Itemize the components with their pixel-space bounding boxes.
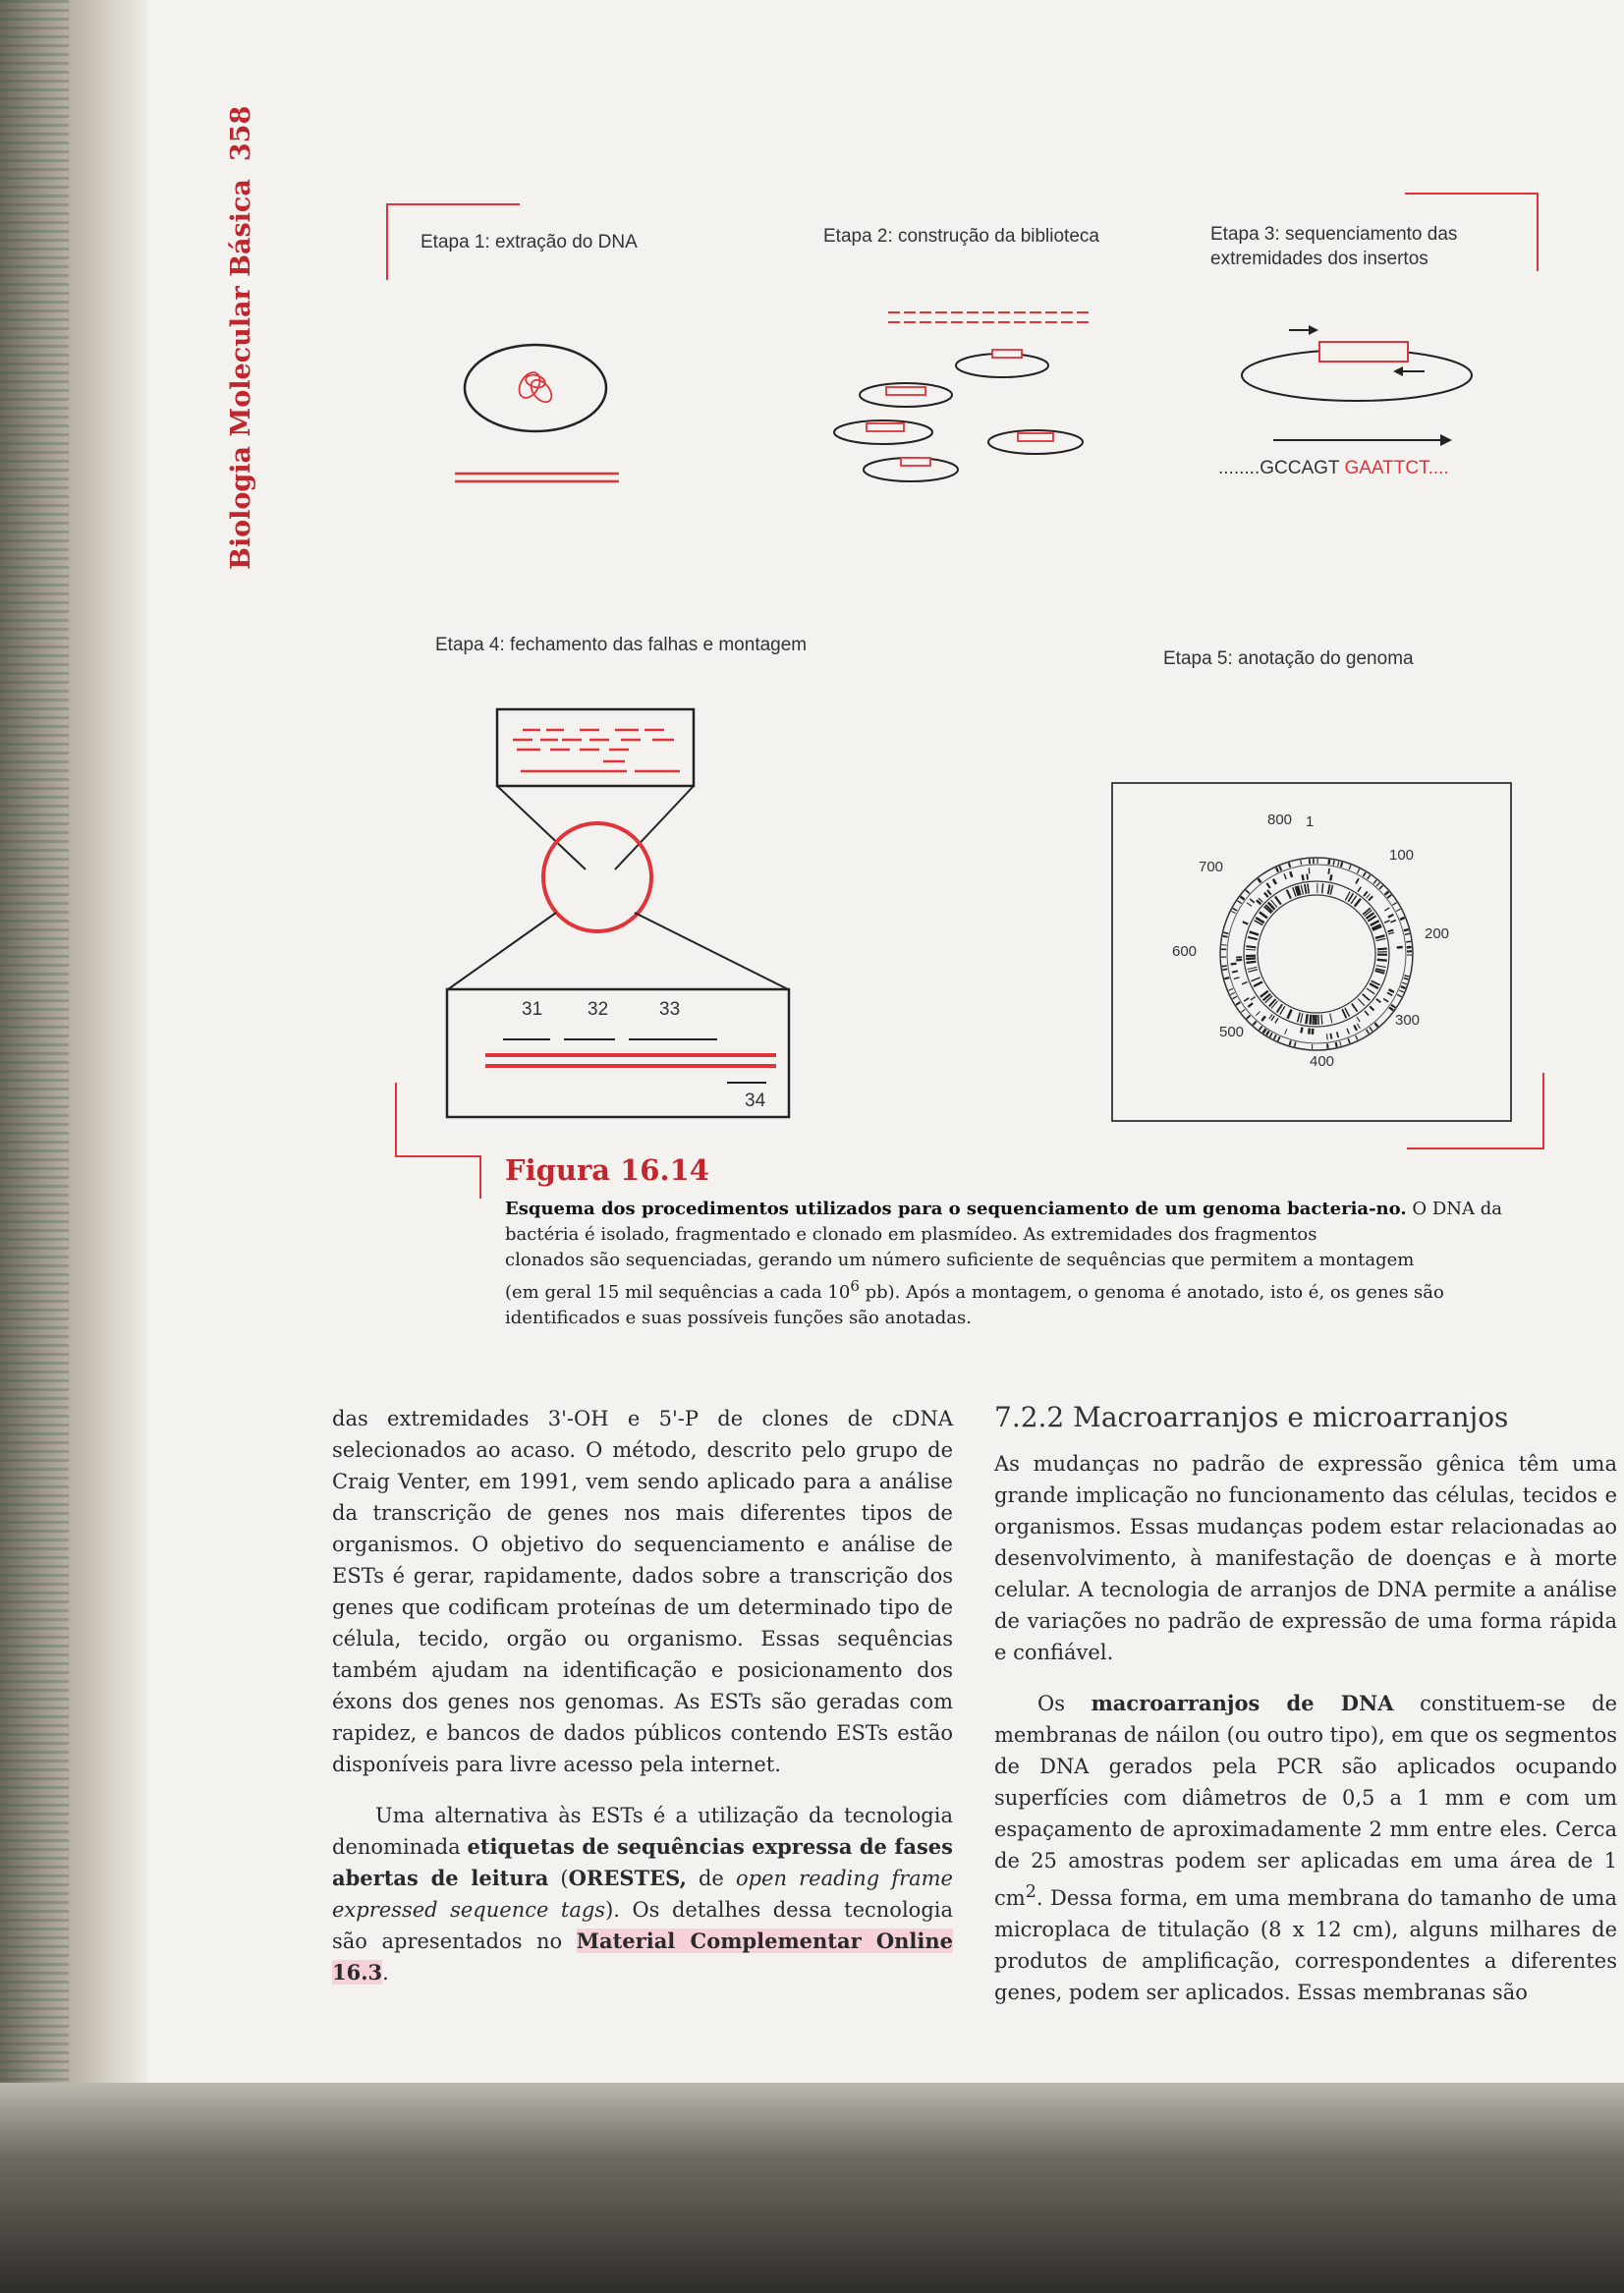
gene-tick bbox=[1340, 1041, 1341, 1046]
gene-tick bbox=[1397, 994, 1401, 996]
caption-line-3a: (em geral 15 mil sequências a cada 10 bbox=[505, 1282, 851, 1303]
gene-tick bbox=[1385, 892, 1389, 895]
gene-tick bbox=[1228, 988, 1233, 990]
map-label-1: 1 bbox=[1306, 813, 1315, 830]
contig-label-33: 33 bbox=[659, 999, 681, 1020]
gene-tick bbox=[1357, 1024, 1360, 1029]
gene-tick bbox=[1379, 885, 1382, 889]
page-number: 358 bbox=[226, 105, 256, 162]
gene-tick bbox=[1336, 1042, 1337, 1047]
gene-tick bbox=[1308, 884, 1309, 894]
caption-line-3b: pb). Após a montagem, o genoma é anotado, isto é, os genes são bbox=[859, 1282, 1444, 1303]
reads-box bbox=[497, 709, 694, 786]
gene-tick bbox=[1263, 1029, 1266, 1033]
gene-tick bbox=[1330, 885, 1332, 895]
gene-tick bbox=[1246, 949, 1256, 950]
contig-reads bbox=[503, 1039, 766, 1083]
gene-tick bbox=[1383, 999, 1388, 1002]
caption-line-3 bbox=[505, 1273, 1527, 1306]
gene-tick bbox=[1376, 938, 1386, 940]
gene-tick bbox=[1355, 899, 1361, 907]
gene-tick bbox=[1333, 861, 1334, 866]
gene-tick bbox=[1301, 1028, 1302, 1034]
gene-tick bbox=[1261, 1016, 1265, 1021]
gene-tick bbox=[1365, 1011, 1369, 1016]
gene-tick bbox=[1246, 946, 1256, 947]
stage-4-assembly-diagram bbox=[442, 702, 796, 1130]
stage-5-label: Etapa 5: anotação do genoma bbox=[1163, 648, 1414, 669]
gene-tick bbox=[1384, 921, 1389, 923]
gene-tick bbox=[1223, 936, 1228, 937]
bacterial-dna-tangle bbox=[515, 368, 555, 406]
map-label-300: 300 bbox=[1395, 1012, 1421, 1029]
gene-tick bbox=[1234, 978, 1240, 979]
book-title: Biologia Molecular Básica bbox=[226, 179, 256, 570]
plasmid-clone bbox=[864, 458, 958, 481]
gene-tick bbox=[1358, 868, 1360, 872]
gene-tick bbox=[1405, 933, 1410, 934]
gene-tick bbox=[1363, 994, 1371, 1001]
gene-tick bbox=[1222, 969, 1227, 970]
gene-tick bbox=[1231, 964, 1237, 965]
scan-bottom-shadow bbox=[0, 2083, 1624, 2293]
map-label-400: 400 bbox=[1310, 1053, 1335, 1070]
caption-line-2: clonados são sequenciadas, gerando um número suficiente de sequências que permitem a montagem bbox=[505, 1250, 1415, 1270]
read-arrow bbox=[1273, 434, 1452, 446]
caption-line-1: O DNA da bactéria é isolado, fragmentado e clonado em plasmídeo. As extremidades dos fragmentos bbox=[505, 1199, 1502, 1245]
gene-tick bbox=[1389, 989, 1394, 992]
left-paragraph-1: das extremidades 3'-OH e 5'-P de clones de cDNA selecionados ao acaso. O método, descrito pelo grupo de Craig Venter, em 1991, vem sendo aplicado para a análise da transcrição de genes nos mais diferentes tipos de organismos. O objetivo do sequenciamento e análise de ESTs é gerar, rapidamente, dados sobre a transcrição dos genes que codificam proteínas de um determinado tipo de célula, tecido, orgão ou organismo. Essas sequências também ajudam na identificação e posicionamento dos éxons dos genes nos genomas. As ESTs são geradas com rapidez, e bancos de dados públicos contendo ESTs estão disponíveis para livre acesso pela internet. bbox=[332, 1407, 953, 1776]
gene-tick bbox=[1306, 1014, 1307, 1024]
gene-tick bbox=[1307, 874, 1308, 880]
gene-tick bbox=[1242, 982, 1248, 984]
gene-tick bbox=[1247, 962, 1257, 963]
gene-tick bbox=[1295, 1042, 1296, 1047]
gene-tick bbox=[1368, 875, 1371, 879]
caption-superscript: 6 bbox=[850, 1277, 860, 1295]
gene-tick bbox=[1260, 912, 1267, 918]
gene-tick bbox=[1287, 890, 1291, 899]
gene-tick bbox=[1275, 1018, 1278, 1023]
stage-4-label: Etapa 4: fechamento das falhas e montagem bbox=[435, 635, 808, 655]
gene-tick bbox=[1363, 872, 1366, 876]
frame-corner-top-left-h bbox=[386, 203, 520, 205]
plasmid-clone bbox=[988, 430, 1083, 454]
assembled-genome-circle bbox=[543, 823, 651, 931]
gene-tick bbox=[1328, 868, 1329, 874]
gene-tick bbox=[1388, 932, 1394, 934]
stage-1-label: Etapa 1: extração do DNA bbox=[420, 232, 638, 252]
gene-tick bbox=[1352, 1004, 1358, 1012]
gene-tick bbox=[1348, 1038, 1350, 1043]
online-material-link[interactable]: Material Complementar Online 16.3 bbox=[332, 1929, 953, 1985]
gene-tick bbox=[1224, 978, 1229, 979]
right-paragraph-1: As mudanças no padrão de expressão gênica têm uma grande implicação no funcionamento das células, tecidos e organismos. Essas mudanças podem estar relacionadas ao desenvolvimento, à manifestação de doenças e à morte celular. A tecnologia de arranjos de DNA permite a análise de variações no padrão de expressão de uma forma rápida e confiável. bbox=[994, 1452, 1617, 1664]
gene-tick bbox=[1236, 1002, 1240, 1005]
gene-tick bbox=[1373, 880, 1376, 884]
gene-tick bbox=[1250, 899, 1255, 903]
gene-tick bbox=[1305, 884, 1307, 894]
stage-5-genome-map bbox=[1110, 781, 1513, 1125]
sequence-vector-part: ........GCCAGT bbox=[1218, 458, 1345, 478]
gene-tick bbox=[1392, 903, 1396, 906]
stage-3-label bbox=[1210, 222, 1457, 271]
bold-acronym: ORESTES, bbox=[568, 1866, 687, 1890]
frame-corner-top-left-v bbox=[386, 203, 388, 280]
gene-tick bbox=[1367, 894, 1371, 898]
plasmid-clone bbox=[834, 420, 932, 444]
gene-tick bbox=[1404, 929, 1409, 930]
gene-tick bbox=[1358, 887, 1361, 892]
gene-tick bbox=[1252, 978, 1260, 981]
gene-tick bbox=[1400, 918, 1405, 920]
text-run: ( bbox=[548, 1867, 569, 1890]
left-paragraph-2 bbox=[332, 1800, 953, 1988]
gene-tick bbox=[1327, 1043, 1328, 1048]
gene-tick bbox=[1389, 1007, 1393, 1010]
italic-term: open reading frame expressed sequence tags bbox=[332, 1867, 953, 1922]
gene-tick bbox=[1370, 1027, 1372, 1031]
gene-tick bbox=[1243, 922, 1249, 923]
gene-tick bbox=[1358, 998, 1365, 1005]
frame-corner-bottom-left-v bbox=[395, 1083, 397, 1157]
gene-tick bbox=[1387, 895, 1391, 898]
reads-fragments bbox=[513, 730, 680, 771]
bold-term: etiquetas de sequências expressa de fases abertas de leitura bbox=[332, 1834, 953, 1890]
bold-term: macroarranjos de DNA bbox=[1091, 1691, 1394, 1715]
gene-tick bbox=[1330, 874, 1331, 880]
gene-tick bbox=[1377, 949, 1387, 950]
gene-tick bbox=[1330, 1034, 1331, 1039]
plasmid-clone bbox=[956, 350, 1048, 377]
gene-tick bbox=[1328, 860, 1329, 865]
gene-tick bbox=[1285, 1029, 1287, 1035]
gene-tick bbox=[1301, 1013, 1303, 1023]
gene-tick bbox=[1248, 1003, 1253, 1007]
gene-tick bbox=[1290, 871, 1292, 877]
gene-tick bbox=[1251, 997, 1256, 1000]
gene-tick bbox=[1328, 884, 1330, 894]
map-label-500: 500 bbox=[1219, 1024, 1245, 1040]
text-run: Os bbox=[1037, 1692, 1092, 1715]
gene-tick bbox=[1404, 976, 1409, 977]
gene-tick bbox=[1356, 1035, 1358, 1040]
zoom-line bbox=[615, 786, 694, 869]
stage-2-label: Etapa 2: construção da biblioteca bbox=[823, 226, 1099, 247]
gene-tick bbox=[1371, 921, 1379, 925]
map-label-700: 700 bbox=[1199, 859, 1224, 875]
gene-tick bbox=[1401, 986, 1406, 988]
frame-corner-bottom-right-v bbox=[1542, 1073, 1544, 1149]
gene-tick bbox=[1376, 966, 1386, 968]
figure-caption bbox=[505, 1197, 1527, 1331]
frame-corner-bottom-left-drop bbox=[479, 1155, 481, 1199]
gene-tick bbox=[1289, 863, 1290, 867]
gene-tick bbox=[1337, 1032, 1339, 1037]
gene-tick bbox=[1341, 863, 1342, 867]
gene-tick bbox=[1298, 1013, 1301, 1023]
gene-tick bbox=[1338, 862, 1339, 867]
map-label-600: 600 bbox=[1172, 943, 1198, 960]
gene-tick bbox=[1384, 908, 1389, 911]
gene-tick bbox=[1388, 930, 1394, 932]
gene-tick bbox=[1258, 878, 1260, 882]
text-run: ). Os detalhes dessa tecnologia são apresentados no bbox=[332, 1898, 953, 1953]
text-run: constituem-se de membranas de náilon (ou outro tipo), em que os segmentos de DNA gerados pela PCR são aplicados ocupando superfícies com diâmetros de 0,5 a 1 mm e com um espaçamento de aproximadamente 2 mm entre eles. Cerca de 25 amostras podem ser aplicadas em uma área de 1 cm bbox=[994, 1692, 1618, 1910]
gene-tick bbox=[1402, 982, 1407, 984]
zoom-line bbox=[448, 913, 556, 989]
text-run: . Dessa forma, em uma membrana do tamanho de uma microplaca de titulação (8 x 12 cm), alguns milhares de produtos de amplificação, correspondentes a diferentes genes, podem ser aplicados. Essas membranas são bbox=[994, 1886, 1617, 2004]
gene-tick bbox=[1330, 1013, 1332, 1023]
text-run: Uma alternativa às ESTs é a utilização da tecnologia denominada bbox=[332, 1804, 953, 1859]
superscript: 2 bbox=[1025, 1882, 1036, 1902]
gene-tick bbox=[1364, 891, 1368, 896]
gene-tick bbox=[1273, 879, 1276, 884]
caption-line-4: identificados e suas possíveis funções são anotadas. bbox=[505, 1308, 972, 1328]
gene-tick bbox=[1376, 882, 1379, 886]
gene-tick bbox=[1322, 883, 1323, 893]
map-label-200: 200 bbox=[1425, 925, 1450, 942]
gene-tick bbox=[1256, 1012, 1260, 1016]
stage-3-sequencing-diagram bbox=[1238, 314, 1493, 462]
gene-tick bbox=[1248, 967, 1258, 969]
gene-tick bbox=[1254, 981, 1262, 986]
gene-tick bbox=[1369, 896, 1372, 900]
forward-primer-arrow bbox=[1289, 325, 1318, 335]
figure-title: Figura 16.14 bbox=[505, 1153, 709, 1187]
gene-tick bbox=[1357, 1017, 1360, 1022]
gene-tick bbox=[1238, 901, 1242, 904]
gene-tick bbox=[1274, 1035, 1276, 1038]
stage-1-bacterium-diagram bbox=[447, 334, 644, 501]
gene-tick bbox=[1253, 1022, 1256, 1026]
gene-tick bbox=[1284, 873, 1286, 879]
gene-tick bbox=[1288, 1010, 1292, 1019]
contig-label-34: 34 bbox=[745, 1091, 766, 1111]
right-text-column bbox=[994, 1448, 1617, 2008]
gene-tick bbox=[1356, 878, 1359, 883]
gene-tick bbox=[1244, 998, 1249, 1001]
gene-tick bbox=[1406, 941, 1411, 942]
gene-tick bbox=[1230, 992, 1235, 994]
gene-tick bbox=[1278, 1036, 1280, 1041]
contig-label-31: 31 bbox=[522, 999, 543, 1020]
gene-tick bbox=[1290, 1040, 1291, 1045]
gene-tick bbox=[1269, 999, 1276, 1006]
text-run: . bbox=[382, 1961, 389, 1985]
gene-tick bbox=[1347, 1029, 1349, 1035]
gene-tick bbox=[1321, 1015, 1322, 1025]
gene-tick bbox=[1370, 1006, 1373, 1010]
genome-annotation-rings bbox=[1220, 858, 1413, 1050]
frame-corner-bottom-left-h bbox=[395, 1155, 481, 1157]
gene-tick bbox=[1310, 1015, 1311, 1025]
gene-tick bbox=[1223, 932, 1228, 933]
left-text-column bbox=[332, 1403, 953, 1988]
gene-tick bbox=[1260, 1027, 1262, 1031]
gene-tick bbox=[1374, 1023, 1377, 1027]
frame-corner-top-right-h bbox=[1405, 193, 1539, 195]
gene-tick bbox=[1399, 990, 1404, 992]
gene-tick bbox=[1309, 1029, 1310, 1035]
gene-tick bbox=[1231, 911, 1235, 913]
gene-tick bbox=[1257, 900, 1260, 904]
gene-tick bbox=[1267, 890, 1271, 895]
gene-tick bbox=[1404, 978, 1409, 979]
gene-tick bbox=[1301, 885, 1303, 895]
gene-tick bbox=[1276, 867, 1278, 872]
plasmid-clone bbox=[860, 383, 952, 407]
gene-tick bbox=[1326, 1034, 1327, 1039]
gene-tick bbox=[1301, 860, 1302, 865]
gene-tick bbox=[1266, 1031, 1269, 1035]
gene-tick bbox=[1248, 937, 1258, 939]
gene-tick bbox=[1279, 867, 1281, 871]
gene-tick bbox=[1387, 992, 1392, 995]
book-spine-texture bbox=[0, 0, 69, 2293]
gene-tick bbox=[1247, 1016, 1251, 1019]
zoom-line bbox=[635, 913, 788, 989]
gene-tick bbox=[1247, 903, 1252, 907]
gene-tick bbox=[1303, 874, 1304, 880]
gene-tick bbox=[1264, 893, 1268, 898]
stage-3-label-line1: Etapa 3: sequenciamento das bbox=[1210, 224, 1458, 245]
stage-2-library-diagram bbox=[806, 295, 1110, 491]
gene-tick bbox=[1349, 866, 1351, 870]
insert bbox=[1319, 342, 1408, 362]
sequence-restriction-site: GAATTCT.... bbox=[1344, 458, 1449, 478]
gene-tick bbox=[1232, 996, 1236, 998]
sequence-read bbox=[1218, 458, 1449, 479]
gene-tick bbox=[1391, 1005, 1395, 1008]
frame-corner-bottom-right-h bbox=[1407, 1147, 1544, 1149]
text-run: de bbox=[686, 1867, 736, 1890]
gene-tick bbox=[1232, 971, 1238, 972]
frame-corner-top-right-v bbox=[1537, 193, 1539, 271]
gene-tick bbox=[1246, 890, 1250, 893]
gene-tick bbox=[1375, 935, 1385, 938]
gene-tick bbox=[1390, 921, 1396, 923]
gene-tick bbox=[1248, 970, 1258, 973]
gene-tick bbox=[1309, 867, 1310, 873]
gene-tick bbox=[1269, 1014, 1273, 1019]
gene-tick bbox=[1266, 883, 1269, 888]
gene-tick bbox=[1233, 909, 1237, 911]
stage-3-label-line2: extremidades dos insertos bbox=[1210, 249, 1428, 269]
gene-tick bbox=[1250, 931, 1259, 934]
gene-tick bbox=[1367, 1030, 1370, 1034]
gene-tick bbox=[1271, 1016, 1274, 1021]
gene-tick bbox=[1396, 909, 1400, 911]
section-title: 7.2.2 Macroarranjos e microarranjos bbox=[994, 1401, 1509, 1433]
reverse-primer-arrow bbox=[1393, 366, 1425, 376]
map-label-800: 800 bbox=[1267, 811, 1293, 828]
right-paragraph-2 bbox=[994, 1688, 1617, 2008]
gene-tick bbox=[1354, 1026, 1357, 1031]
gene-tick bbox=[1222, 966, 1227, 967]
gene-tick bbox=[1275, 897, 1281, 905]
gene-tick bbox=[1241, 1009, 1245, 1012]
map-label-100: 100 bbox=[1389, 847, 1415, 864]
gene-tick bbox=[1246, 958, 1256, 959]
gene-tick bbox=[1388, 915, 1393, 918]
gene-tick bbox=[1367, 988, 1374, 994]
caption-bold-lead: Esquema dos procedimentos utilizados para o sequenciamento de um genoma bacteria-no. bbox=[505, 1199, 1407, 1219]
gene-tick bbox=[1270, 1033, 1272, 1036]
gene-tick bbox=[1241, 897, 1245, 900]
contig-label-32: 32 bbox=[588, 999, 609, 1020]
gene-tick bbox=[1376, 999, 1381, 1003]
gene-tick bbox=[1377, 960, 1387, 961]
